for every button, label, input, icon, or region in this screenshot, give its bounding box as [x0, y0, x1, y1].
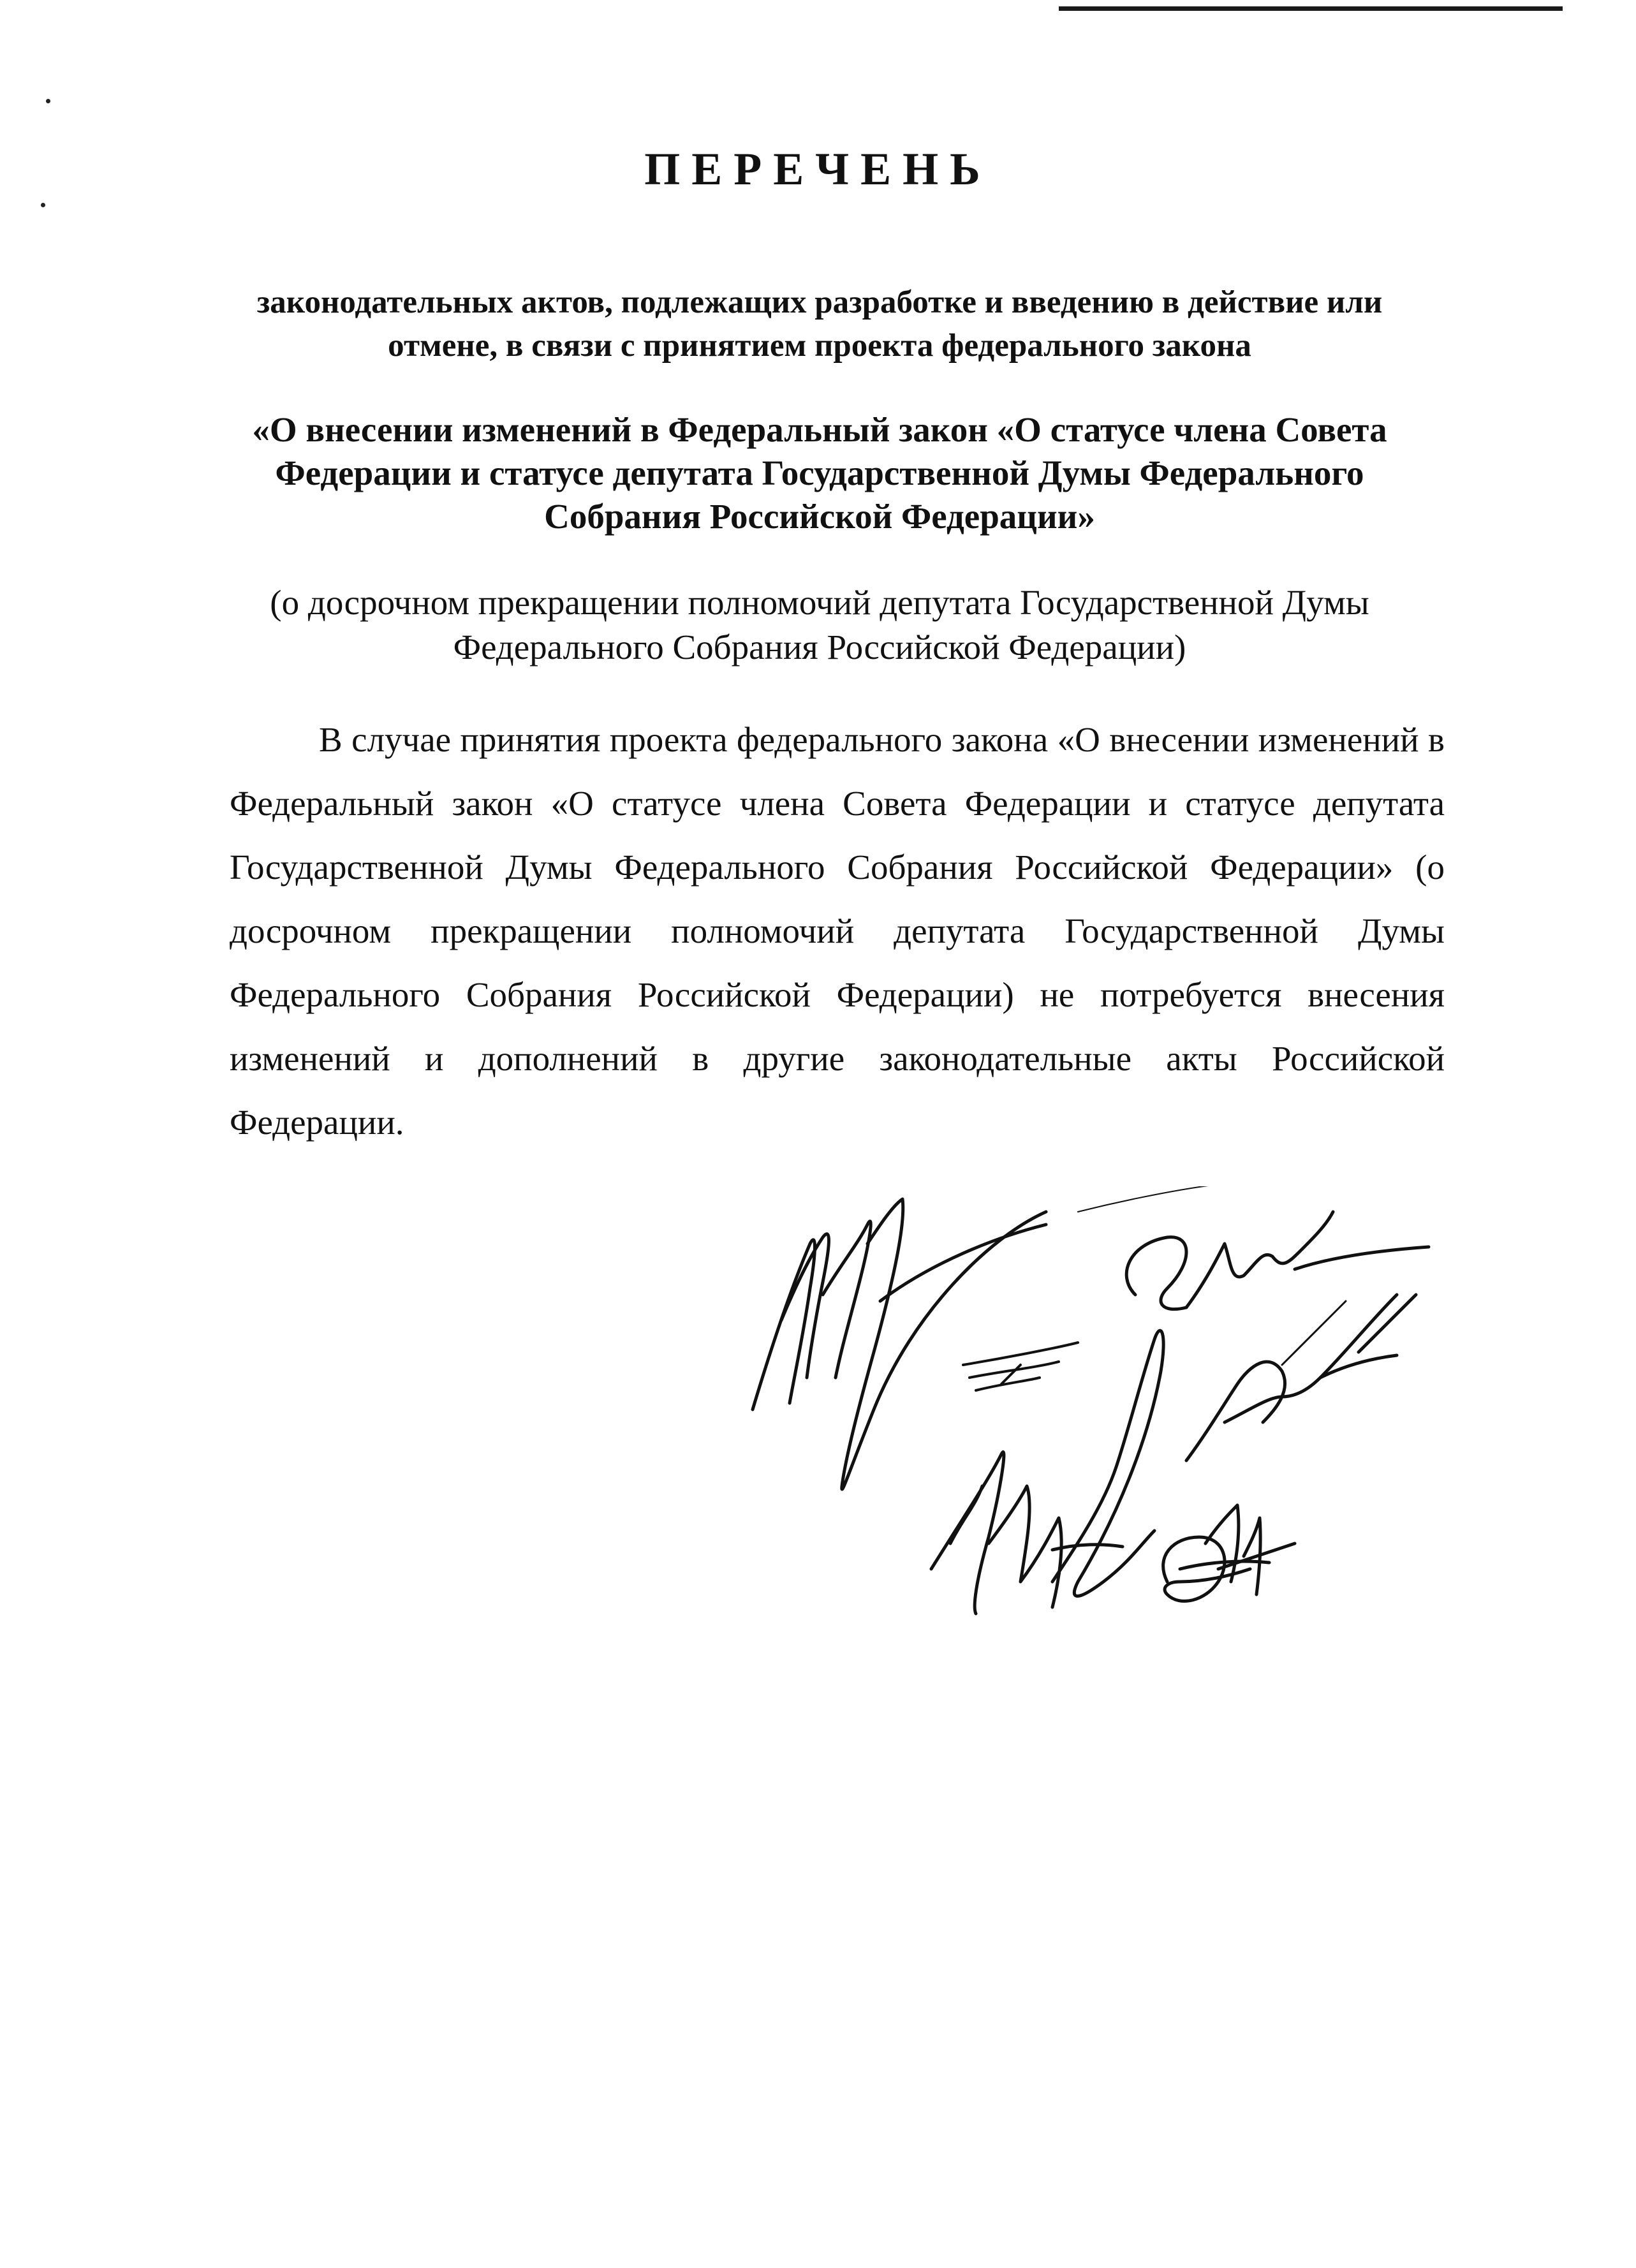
signature-4 [1186, 1295, 1416, 1461]
signatures [721, 1186, 1575, 1792]
signature-1 [753, 1199, 1046, 1489]
signature-3 [931, 1330, 1163, 1614]
signature-5 [1163, 1505, 1295, 1601]
scan-speck [46, 99, 50, 103]
signature-2 [1078, 1186, 1429, 1309]
signature-mark [963, 1343, 1078, 1390]
scan-speck [41, 203, 45, 207]
body-paragraph: В случае принятия проекта федерального закона «О внесении изменений в Федеральный закон «О статусе члена Совета Федерации и статусе депутата Государственной Думы Федерального Собрания Российской Федерации» (о досрочном прекращении полномочий депутата Государственной Думы Федерального Собрания Российской Федерации) не потребуется внесения изменений и дополнений в другие законодательные акты Российской Федерации. [230, 720, 1445, 1142]
scan-artifact-line [1059, 6, 1563, 11]
law-note: (о досрочном прекращении полномочий депутата Государственной Думы Федерального Собрания Российской Федерации) [270, 583, 1369, 666]
document-title: ПЕРЕЧЕНЬ [644, 144, 992, 195]
law-title: «О внесении изменений в Федеральный закон «О статусе члена Совета Федерации и статусе депутата Государственной Думы Федерального Собрания Российской Федерации» [252, 410, 1387, 536]
document-subtitle: законодательных актов, подлежащих разработке и введению в действие или отмене, в связи с принятием проекта федерального закона [256, 284, 1383, 364]
